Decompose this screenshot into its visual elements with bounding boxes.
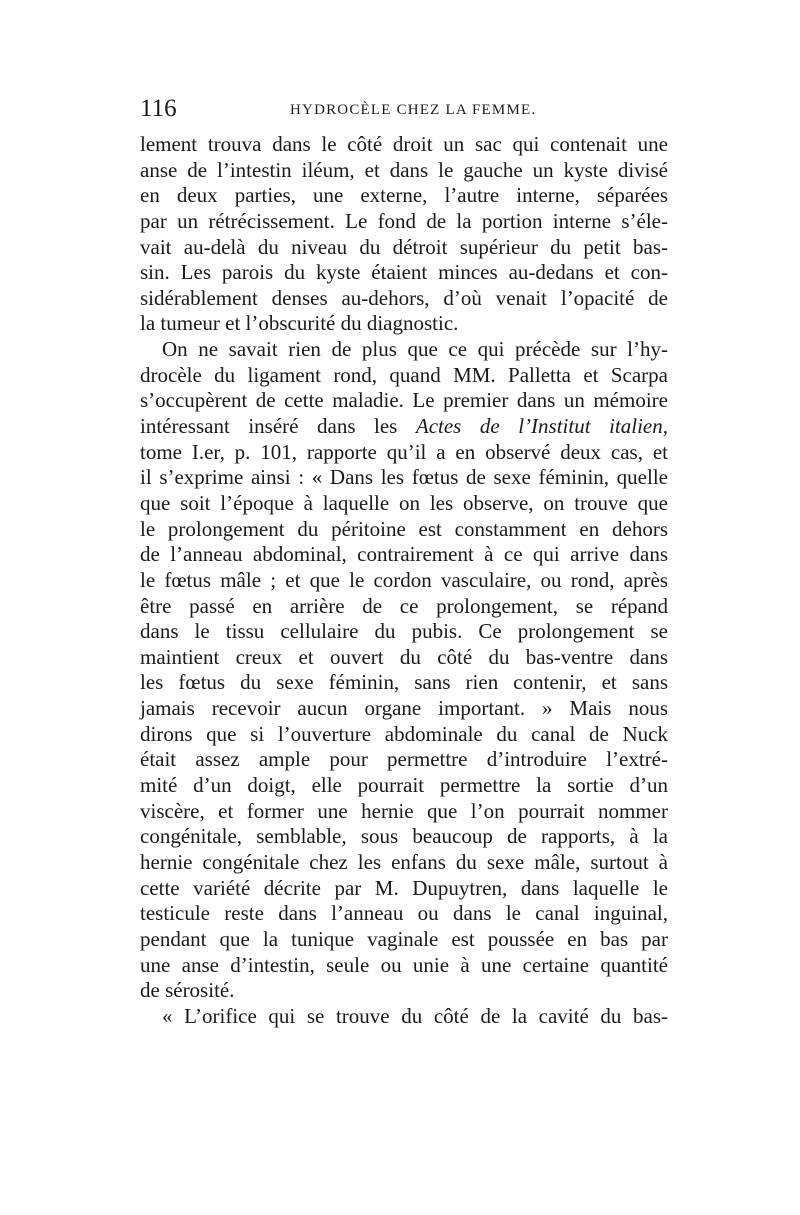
text-line: de l’anneau abdominal, contrairement à ce qui arrive dans bbox=[140, 542, 668, 567]
text-line: de sérosité. bbox=[140, 978, 235, 1003]
text-line: tome I.er, p. 101, rapporte qu’il a en observé deux cas, et bbox=[140, 439, 668, 464]
text-line: viscère, et former une hernie que l’on pourrait nommer bbox=[140, 798, 668, 823]
running-head: HYDROCÈLE CHEZ LA FEMME. bbox=[290, 102, 537, 118]
text-line: mité d’un doigt, elle pourrait permettre la sortie d’un bbox=[140, 773, 668, 798]
text-line: pendant que la tunique vaginale est poussée en bas par bbox=[140, 926, 668, 951]
text-line: en deux parties, une externe, l’autre interne, séparées bbox=[140, 183, 668, 208]
text-line: testicule reste dans l’anneau ou dans le canal inguinal, bbox=[140, 901, 668, 926]
text-line: On ne savait rien de plus que ce qui précède sur l’hy- bbox=[162, 337, 668, 362]
text-line: était assez ample pour permettre d’introduire l’extré- bbox=[140, 747, 668, 772]
text-line: par un rétrécissement. Le fond de la portion interne s’éle- bbox=[140, 208, 668, 233]
italic-title: Actes de l’Institut italien, bbox=[415, 414, 668, 439]
text-line: les fœtus du sexe féminin, sans rien contenir, et sans bbox=[140, 670, 668, 695]
text-line: il s’exprime ainsi : « Dans les fœtus de sexe féminin, quelle bbox=[140, 465, 668, 490]
text-line: sin. Les parois du kyste étaient minces au-dedans et con- bbox=[140, 260, 668, 285]
text-line: une anse d’intestin, seule ou unie à une certaine quantité bbox=[140, 952, 668, 977]
text-line: jamais recevoir aucun organe important. » Mais nous bbox=[140, 696, 668, 721]
text-line: cette variété décrite par M. Dupuytren, dans laquelle le bbox=[140, 875, 668, 900]
text-line: « L’orifice qui se trouve du côté de la cavité du bas- bbox=[162, 1003, 668, 1028]
text-line: vait au-delà du niveau du détroit supérieur du petit bas- bbox=[140, 234, 668, 259]
text-segment: intéressant inséré dans les bbox=[140, 414, 398, 439]
page-header bbox=[140, 94, 680, 124]
text-line: que soit l’époque à laquelle on les observe, on trouve que bbox=[140, 490, 668, 515]
text-line: lement trouva dans le côté droit un sac qui contenait une bbox=[140, 132, 668, 156]
text-line: dirons que si l’ouverture abdominale du canal de Nuck bbox=[140, 721, 668, 746]
text-line: anse de l’intestin iléum, et dans le gauche un kyste divisé bbox=[140, 157, 668, 182]
body-text bbox=[140, 132, 668, 1029]
text-line: drocèle du ligament rond, quand MM. Palletta et Scarpa bbox=[140, 362, 668, 387]
text-line: s’occupèrent de cette maladie. Le premier dans un mémoire bbox=[140, 388, 668, 413]
text-line: hernie congénitale chez les enfans du sexe mâle, surtout à bbox=[140, 849, 668, 874]
text-line: être passé en arrière de ce prolongement, se répand bbox=[140, 593, 668, 618]
text-line: sidérablement denses au-dehors, d’où venait l’opacité de bbox=[140, 285, 668, 310]
text-line: le fœtus mâle ; et que le cordon vasculaire, ou rond, après bbox=[140, 567, 668, 592]
text-line: la tumeur et l’obscurité du diagnostic. bbox=[140, 311, 459, 336]
text-line-mixed bbox=[140, 414, 668, 440]
page-number: 116 bbox=[140, 95, 177, 122]
text-line: le prolongement du péritoine est constamment en dehors bbox=[140, 516, 668, 541]
text-line: maintient creux et ouvert du côté du bas-ventre dans bbox=[140, 644, 668, 669]
text-line: dans le tissu cellulaire du pubis. Ce prolongement se bbox=[140, 619, 668, 644]
text-line: congénitale, semblable, sous beaucoup de rapports, à la bbox=[140, 824, 668, 849]
